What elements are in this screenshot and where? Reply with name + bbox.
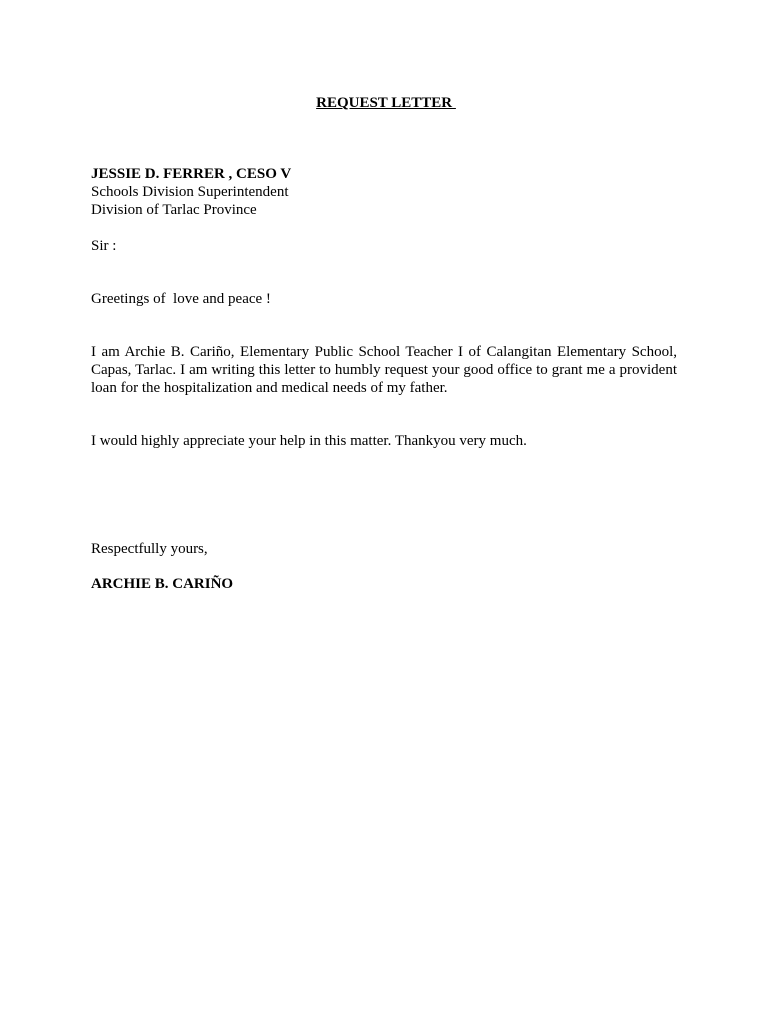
body-paragraph-2: I would highly appreciate your help in this matter. Thankyou very much.	[91, 433, 527, 449]
recipient-office: Division of Tarlac Province	[91, 202, 257, 218]
salutation: Sir :	[91, 238, 117, 254]
closing: Respectfully yours,	[91, 541, 208, 557]
greeting: Greetings of love and peace !	[91, 291, 271, 307]
recipient-position: Schools Division Superintendent	[91, 184, 289, 200]
signatory-name: ARCHIE B. CARIÑO	[91, 576, 234, 592]
letter-title: REQUEST LETTER	[316, 95, 456, 111]
recipient-name: JESSIE D. FERRER , CESO V	[91, 166, 292, 182]
body-paragraph-1: I am Archie B. Cariño, Elementary Public School Teacher I of Calangitan Elementary School, Capas, Tarlac. I am writing this letter to humbly request your good office to grant me a provident loan for the hospitalization and medical needs of my father.	[91, 344, 677, 396]
recipient-block	[91, 165, 677, 219]
